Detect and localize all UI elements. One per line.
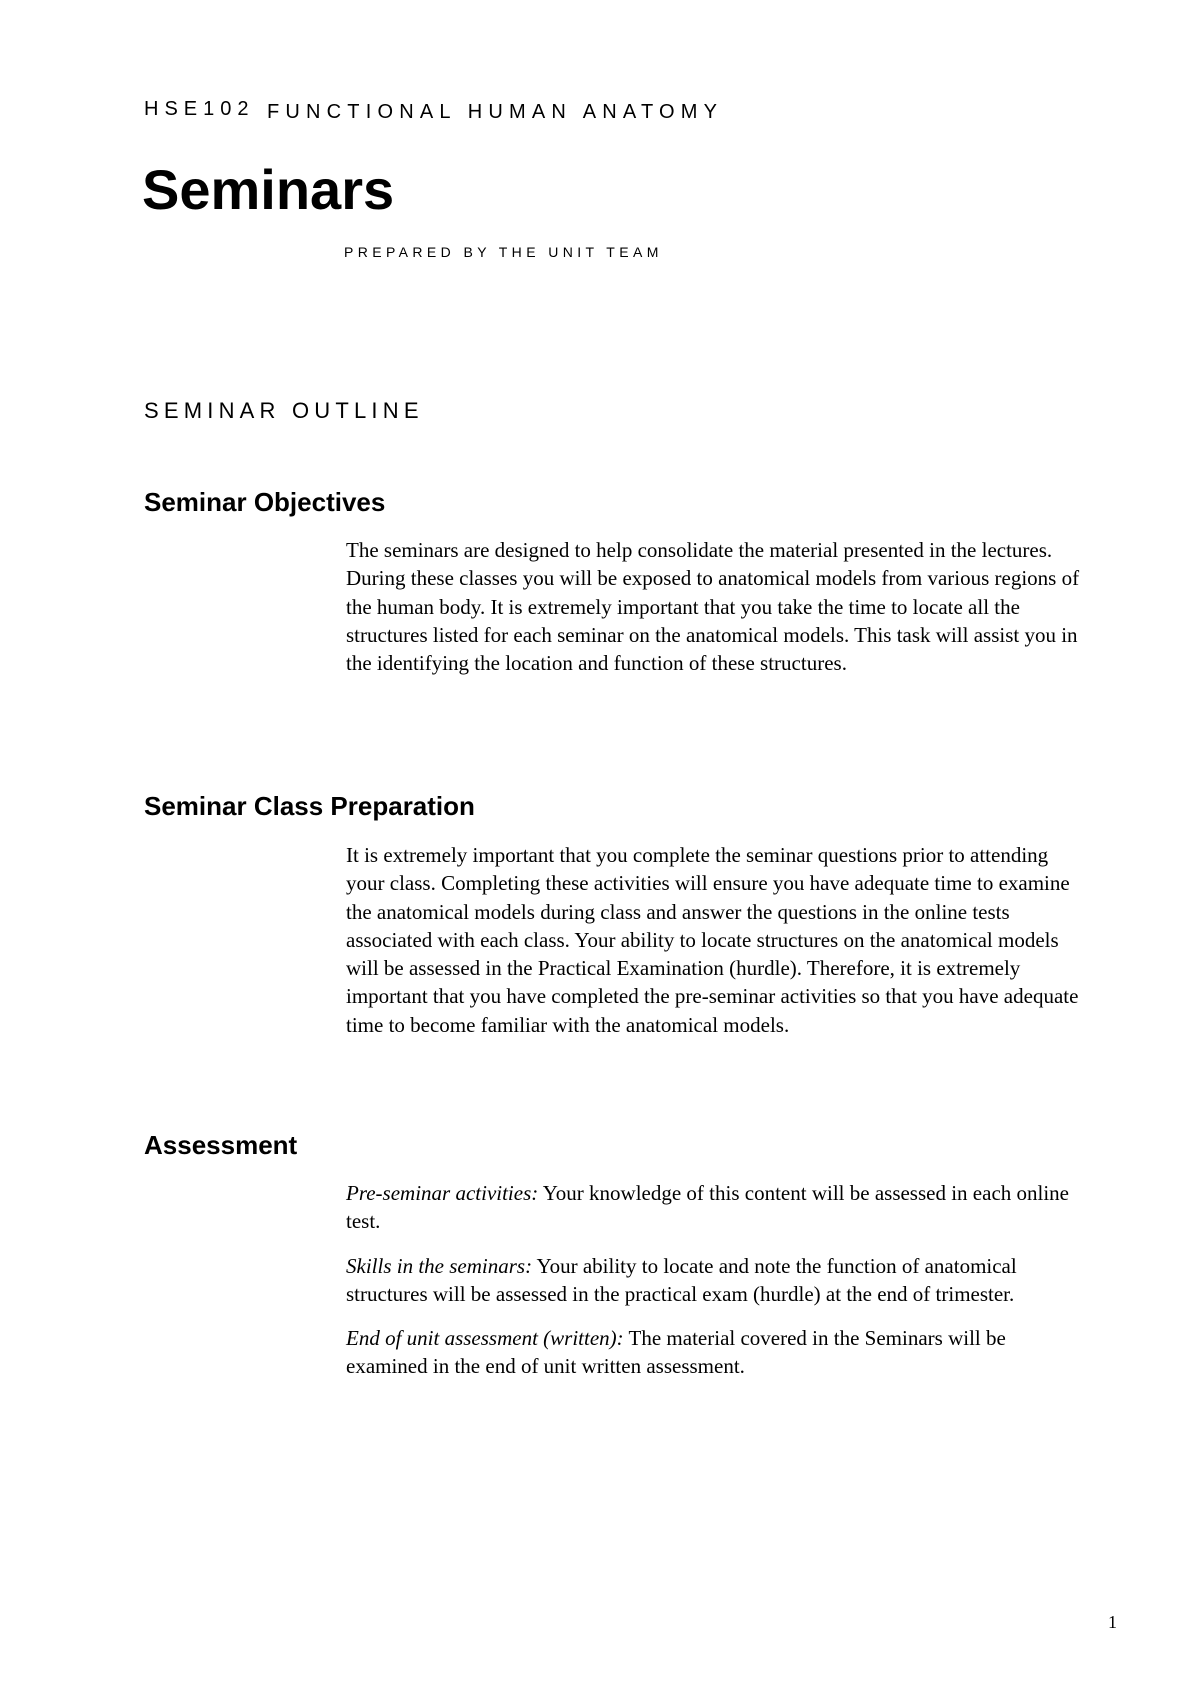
course-code: HSE102	[144, 98, 255, 120]
assessment-item-end-of-unit	[346, 1324, 1091, 1381]
page-number: 1	[1108, 1612, 1117, 1632]
course-header	[144, 98, 723, 124]
prepared-by-line: PREPARED BY THE UNIT TEAM	[344, 244, 663, 260]
preparation-body: It is extremely important that you complete the seminar questions prior to attending your class. Completing these activities will ensure you have adequate time to examine the anatomical models during class and answer the questions in the online tests associated with each class. Your ability to locate structures on the anatomical models will be assessed in the Practical Examination (hurdle). Therefore, it is extremely important that you have completed the pre-seminar activities so that you have adequate time to become familiar with the anatomical models.	[346, 843, 1079, 1037]
assessment-item-label: End of unit assessment (written):	[346, 1326, 624, 1351]
preparation-section	[346, 841, 1091, 1039]
assessment-heading: Assessment	[144, 1130, 298, 1160]
assessment-item-skills	[346, 1252, 1091, 1309]
objectives-heading: Seminar Objectives	[144, 487, 386, 517]
assessment-item-text: Your knowledge of this content will be assessed in each online test.	[346, 1181, 1070, 1234]
assessment-item-text: The material covered in the Seminars will be examined in the end of unit written assessment.	[346, 1326, 1006, 1379]
preparation-heading: Seminar Class Preparation	[144, 791, 475, 821]
page-title: Seminars	[142, 158, 395, 221]
assessment-item-text: Your ability to locate and note the function of anatomical structures will be assessed in the practical exam (hurdle) at the end of trimester.	[346, 1253, 1017, 1306]
objectives-body: The seminars are designed to help consolidate the material presented in the lectures. During these classes you will be exposed to anatomical models from various regions of the human body. It is extremely important that you take the time to locate all the structures listed for each seminar on the anatomical models. This task will assist you in the identifying the location and function of these structures.	[346, 538, 1080, 676]
assessment-item-label: Pre-seminar activities:	[346, 1181, 539, 1205]
assessment-item-pre-seminar	[346, 1179, 1091, 1236]
assessment-item-label: Skills in the seminars:	[346, 1253, 533, 1278]
course-name: FUNCTIONAL HUMAN ANATOMY	[266, 101, 724, 123]
assessment-section	[346, 1179, 1091, 1397]
objectives-section	[346, 536, 1091, 677]
outline-heading: SEMINAR OUTLINE	[144, 398, 424, 423]
